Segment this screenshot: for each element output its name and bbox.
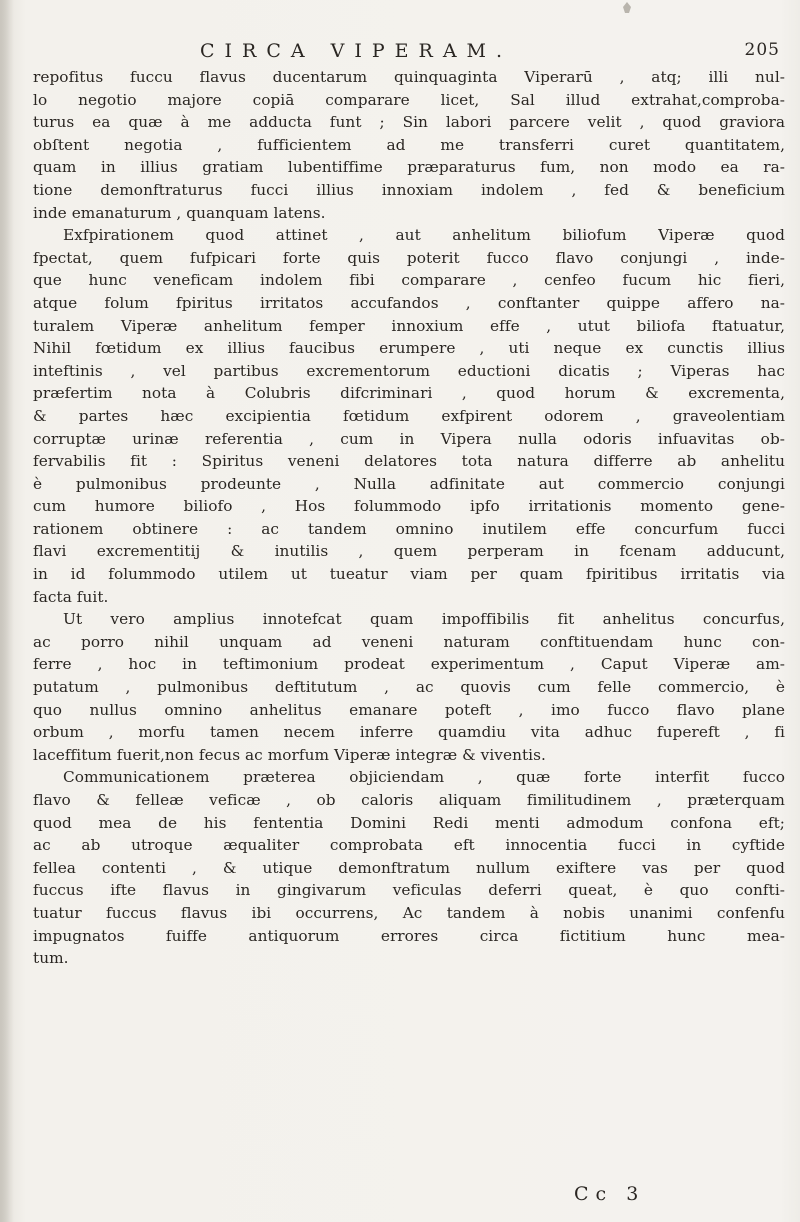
text-line: Exfpirationem quod attinet , aut anhelitum biliofum Viperæ quod (63, 226, 785, 245)
text-line: Communicationem præterea objiciendam , quæ forte interfit fucco (63, 768, 785, 787)
text-line: tum. (33, 949, 69, 968)
text-line: fervabilis fit : Spiritus veneni delatores tota natura differre ab anhelitu (33, 452, 785, 471)
text-line: que hunc veneficam indolem fibi comparare , cenfeo fucum hic fieri, (33, 271, 785, 290)
text-line: rationem obtinere : ac tandem omnino inutilem effe concurfum fucci (33, 519, 785, 538)
text-line: obſtent negotia , fufficientem ad me transferri curet quantitatem, (33, 135, 785, 154)
signature-mark: Cc 3 (574, 1183, 646, 1205)
text-line: atque folum fpiritus irritatos accufandos , conftanter quippe affero na- (33, 293, 785, 312)
text-line: turalem Viperæ anhelitum femper innoxium effe , utut biliofa ftatuatur, (33, 316, 785, 335)
running-title: CIRCA VIPERAM. (200, 40, 513, 62)
text-line: laceffitum fuerit,non fecus ac morfum Viperæ integræ & viventis. (33, 745, 546, 764)
body-text (33, 66, 785, 970)
text-line: ac ab utroque æqualiter comprobata eft innocentia fucci in cyftide (33, 836, 785, 855)
text-line: & partes hæc excipientia fœtidum exfpirent odorem , graveolentiam (33, 406, 785, 425)
text-line: ferre , hoc in teftimonium prodeat experimentum , Caput Viperæ am- (33, 655, 785, 674)
text-line: ac porro nihil unquam ad veneni naturam conftituendam hunc con- (33, 632, 785, 651)
text-line: corruptæ urinæ referentia , cum in Vipera nulla odoris infuavitas ob- (33, 429, 785, 448)
text-line: quam in illius gratiam lubentiffime præparaturus fum, non modo ea ra- (33, 158, 785, 177)
text-line: quod mea de his fententia Domini Redi menti admodum confona eft; (33, 813, 785, 832)
text-line: præfertim nota à Colubris difcriminari , quod horum & excrementa, (33, 384, 785, 403)
text-line: cum humore biliofo , Hos folummodo ipfo irritationis momento gene- (33, 497, 785, 516)
text-line: orbum , morfu tamen necem inferre quamdiu vita adhuc fupereft , fi (33, 723, 785, 742)
page-number: 205 (744, 40, 780, 60)
text-line: è pulmonibus prodeunte , Nulla adfinitate aut commercio conjungi (33, 474, 785, 493)
text-line: flavi excrementitij & inutilis , quem perperam in fcenam adducunt, (33, 542, 785, 561)
text-line: flavo & felleæ veficæ , ob caloris aliquam fimilitudinem , præterquam (33, 791, 785, 809)
binding-gutter (0, 0, 14, 1222)
text-line: inteftinis , vel partibus excrementorum eductioni dicatis ; Viperas hac (33, 361, 785, 380)
text-line: Nihil fœtidum ex illius faucibus erumpere , uti neque ex cunctis illius (33, 339, 785, 358)
text-line: tione demonftraturus fucci illius innoxiam indolem , fed & beneficium (33, 180, 785, 199)
text-line: in id folummodo utilem ut tueatur viam per quam fpiritibus irritatis via (33, 565, 785, 584)
running-header (200, 40, 780, 66)
text-line: tuatur fuccus flavus ibi occurrens, Ac tandem à nobis unanimi confenfu (33, 903, 785, 922)
text-line: Ut vero amplius innotefcat quam impoffibilis fit anhelitus concurfus, (63, 610, 785, 629)
text-line: lo negotio majore copiā comparare licet, Sal illud extrahat,comproba- (33, 90, 785, 109)
text-line: fpectat, quem fufpicari forte quis poterit fucco flavo conjungi , inde- (33, 248, 785, 267)
text-line: fellea contenti , & utique demonftratum nullum exiftere vas per quod (33, 858, 785, 877)
ink-stain-icon (622, 2, 632, 14)
text-line: impugnatos fuiffe antiquorum errores circa fictitium hunc mea- (33, 926, 785, 945)
text-line: repofitus fuccu flavus ducentarum quinquaginta Viperarū , atq; illi nul- (33, 68, 785, 86)
text-line: inde emanaturum , quanquam latens. (33, 203, 326, 222)
text-line: turus ea quæ à me adducta funt ; Sin labori parcere velit , quod graviora (33, 113, 785, 132)
text-line: facta fuit. (33, 587, 109, 606)
text-line: putatum , pulmonibus deftitutum , ac quovis cum felle commercio, è (33, 678, 785, 697)
text-line: fuccus ifte flavus in gingivarum veficulas deferri queat, è quo confti- (33, 881, 785, 900)
text-line: quo nullus omnino anhelitus emanare poteft , imo fucco flavo plane (33, 700, 785, 719)
